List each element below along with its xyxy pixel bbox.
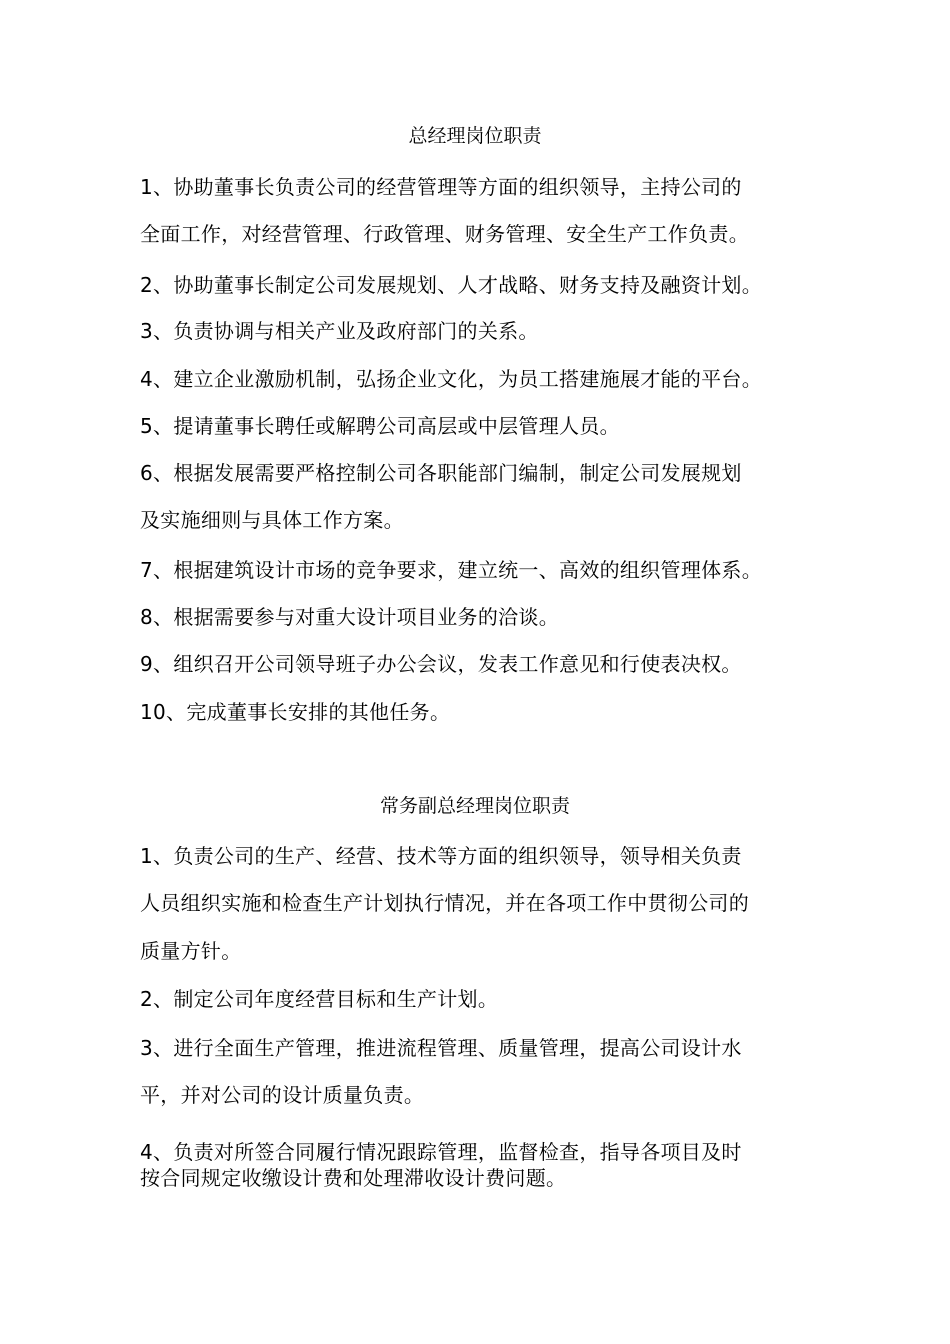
- duty-line: 1、协助董事长负责公司的经营管理等方面的组织领导，主持公司的: [140, 175, 742, 199]
- duty-line: 4、建立企业激励机制，弘扬企业文化，为员工搭建施展才能的平台。: [140, 367, 763, 391]
- duty-line: 及实施细则与具体工作方案。: [140, 508, 404, 532]
- section-title-executive-deputy: 常务副总经理岗位职责: [379, 795, 570, 817]
- duty-line: 人员组织实施和检查生产计划执行情况，并在各项工作中贯彻公司的: [140, 891, 749, 915]
- duty-line: 2、协助董事长制定公司发展规划、人才战略、财务支持及融资计划。: [140, 273, 763, 297]
- duty-line: 平，并对公司的设计质量负责。: [140, 1083, 425, 1107]
- duty-line: 全面工作，对经营管理、行政管理、财务管理、安全生产工作负责。: [140, 222, 749, 246]
- duty-line: 按合同规定收缴设计费和处理滞收设计费问题。: [140, 1166, 567, 1190]
- section-title-general-manager: 总经理岗位职责: [408, 125, 542, 147]
- duty-line: 9、组织召开公司领导班子办公会议，发表工作意见和行使表决权。: [140, 652, 742, 676]
- duty-line: 3、负责协调与相关产业及政府部门的关系。: [140, 319, 539, 343]
- duty-line: 3、进行全面生产管理，推进流程管理、质量管理，提高公司设计水: [140, 1036, 742, 1060]
- duty-line: 5、提请董事长聘任或解聘公司高层或中层管理人员。: [140, 414, 620, 438]
- duty-line: 10、完成董事长安排的其他任务。: [140, 700, 451, 724]
- duty-line: 质量方针。: [140, 939, 242, 963]
- duty-line: 2、制定公司年度经营目标和生产计划。: [140, 987, 499, 1011]
- duty-line: 1、负责公司的生产、经营、技术等方面的组织领导，领导相关负责: [140, 844, 742, 868]
- duty-line: 7、根据建筑设计市场的竞争要求，建立统一、高效的组织管理体系。: [140, 558, 763, 582]
- duty-line: 8、根据需要参与对重大设计项目业务的洽谈。: [140, 605, 560, 629]
- duty-line: 6、根据发展需要严格控制公司各职能部门编制，制定公司发展规划: [140, 461, 742, 485]
- duty-line: 4、负责对所签合同履行情况跟踪管理，监督检查，指导各项目及时: [140, 1140, 742, 1164]
